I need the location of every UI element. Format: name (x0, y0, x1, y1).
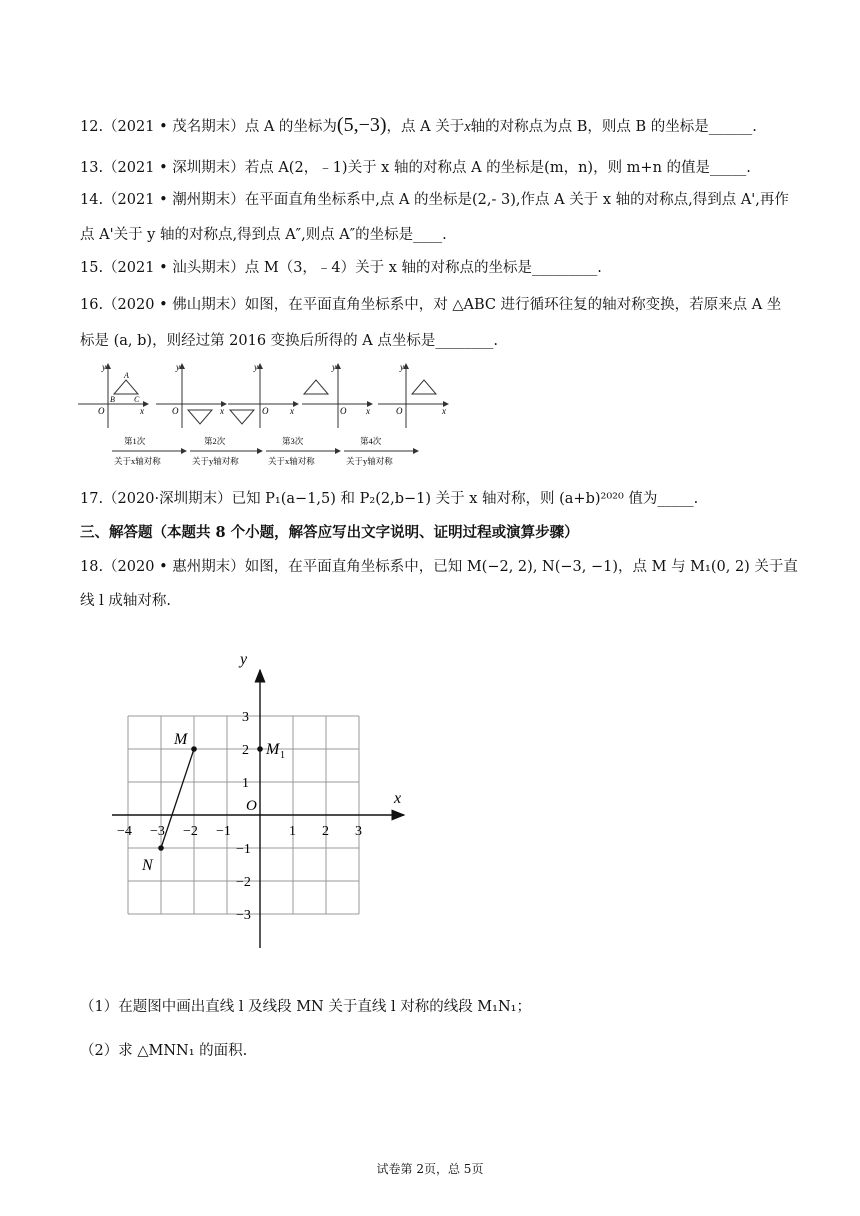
svg-text:y: y (254, 362, 258, 372)
label-a: A (124, 371, 129, 380)
sub-question-1: （1）在题图中画出直线 l 及线段 MN 关于直线 l 对称的线段 M₁N₁； (80, 999, 531, 1015)
q12-prefix: 12.（2021 • 茂名期末）点 A 的坐标为 (80, 119, 337, 135)
page-footer: 试卷第 2页，总 5页 (376, 1162, 484, 1176)
svg-text:关于x轴对称: 关于x轴对称 (114, 456, 161, 466)
panel-step-4 (378, 362, 448, 428)
transform-strip-figure (76, 358, 456, 476)
y-tick: −2 (236, 875, 251, 890)
question-14-line2: 点 A'关于 y 轴的对称点,得到点 A″,则点 A″的坐标是____. (80, 227, 447, 243)
step-arrow-2 (190, 436, 262, 466)
svg-text:第4次: 第4次 (360, 436, 382, 446)
panel-step-3 (302, 362, 372, 428)
coordinate-grid-figure (108, 640, 418, 960)
point-m1 (257, 746, 263, 752)
panel-step-1 (156, 362, 226, 428)
x-tick: −1 (216, 824, 231, 839)
sub-question-2: （2）求 △MNN₁ 的面积. (80, 1043, 248, 1059)
point-n (158, 845, 164, 851)
q12-mid: ，点 A 关于 (386, 119, 465, 135)
label-b: B (110, 395, 115, 404)
label-c: C (134, 395, 140, 404)
svg-text:O: O (262, 406, 269, 416)
step-arrow-4 (344, 436, 418, 466)
question-18-line1: 18.（2020 • 惠州期末）如图，在平面直角坐标系中，已知 M(−2, 2), N(−3, −1)，点 M 与 M₁(0, 2) 关于直 (80, 559, 798, 575)
point-m-label: M (174, 731, 188, 748)
q12-coordinate: (5,−3) (336, 114, 387, 136)
question-14-line1: 14.（2021 • 潮州期末）在平面直角坐标系中,点 A 的坐标是(2,- 3),作点 A 关于 x 轴的对称点,得到点 A',再作 (80, 192, 789, 208)
panel-step-2 (228, 362, 298, 428)
point-m1-label: M (266, 741, 280, 758)
panel-original (78, 362, 148, 428)
svg-text:y: y (176, 362, 180, 372)
question-12 (80, 114, 757, 138)
svg-text:关于y轴对称: 关于y轴对称 (346, 456, 393, 466)
q12-var: x (464, 119, 471, 135)
x-tick: 2 (322, 824, 329, 839)
svg-text:关于x轴对称: 关于x轴对称 (268, 456, 315, 466)
svg-text:x: x (220, 406, 224, 416)
x-tick: −3 (150, 824, 165, 839)
step-arrow-3 (266, 436, 340, 466)
x-tick: 1 (289, 824, 296, 839)
label-x: x (140, 406, 144, 416)
svg-text:第2次: 第2次 (204, 436, 226, 446)
svg-text:x: x (442, 406, 446, 416)
point-m (191, 746, 197, 752)
y-tick: 1 (242, 776, 249, 791)
label-o: O (98, 406, 105, 416)
svg-text:O: O (172, 406, 179, 416)
svg-text:第3次: 第3次 (282, 436, 304, 446)
svg-text:y: y (400, 362, 404, 372)
svg-text:x: x (366, 406, 370, 416)
question-18-line2: 线 l 成轴对称. (80, 593, 171, 609)
x-axis-label: x (394, 790, 402, 807)
svg-text:关于y轴对称: 关于y轴对称 (192, 456, 239, 466)
question-16-line2: 标是 (a, b)，则经过第 2016 变换后所得的 A 点坐标是________. (80, 333, 498, 349)
q12-tail: 轴的对称点为点 B，则点 B 的坐标是______. (470, 119, 757, 135)
x-tick: −4 (117, 824, 132, 839)
y-axis-label: y (240, 651, 248, 668)
svg-text:x: x (290, 406, 294, 416)
y-tick: −1 (236, 842, 251, 857)
svg-text:第1次: 第1次 (124, 436, 146, 446)
question-15: 15.（2021 • 汕头期末）点 M（3，﹣4）关于 x 轴的对称点的坐标是_________. (80, 260, 602, 276)
x-tick: 3 (355, 824, 362, 839)
y-tick: 3 (242, 710, 249, 725)
point-n-label: N (142, 857, 153, 874)
svg-text:y: y (332, 362, 336, 372)
question-16-line1: 16.（2020 • 佛山期末）如图，在平面直角坐标系中，对 △ABC 进行循环往复的轴对称变换，若原来点 A 坐 (80, 297, 782, 313)
label-y: y (102, 362, 106, 372)
y-tick: 2 (242, 743, 249, 758)
point-m1-subscript: 1 (280, 750, 285, 761)
y-tick: −3 (236, 908, 251, 923)
svg-text:O: O (396, 406, 403, 416)
section-3-heading: 三、解答题（本题共 8 个小题，解答应写出文字说明、证明过程或演算步骤） (80, 524, 579, 541)
step-arrow-1 (112, 436, 186, 466)
origin-label: O (246, 798, 257, 814)
svg-text:O: O (340, 406, 347, 416)
question-17: 17.（2020·深圳期末）已知 P₁(a−1,5) 和 P₂(2,b−1) 关于 x 轴对称，则 (a+b)²⁰²⁰ 值为_____. (80, 491, 699, 507)
question-13: 13.（2021 • 深圳期末）若点 A(2，﹣1)关于 x 轴的对称点 A 的坐标是(m，n)，则 m+n 的值是_____. (80, 160, 751, 176)
x-tick: −2 (183, 824, 198, 839)
